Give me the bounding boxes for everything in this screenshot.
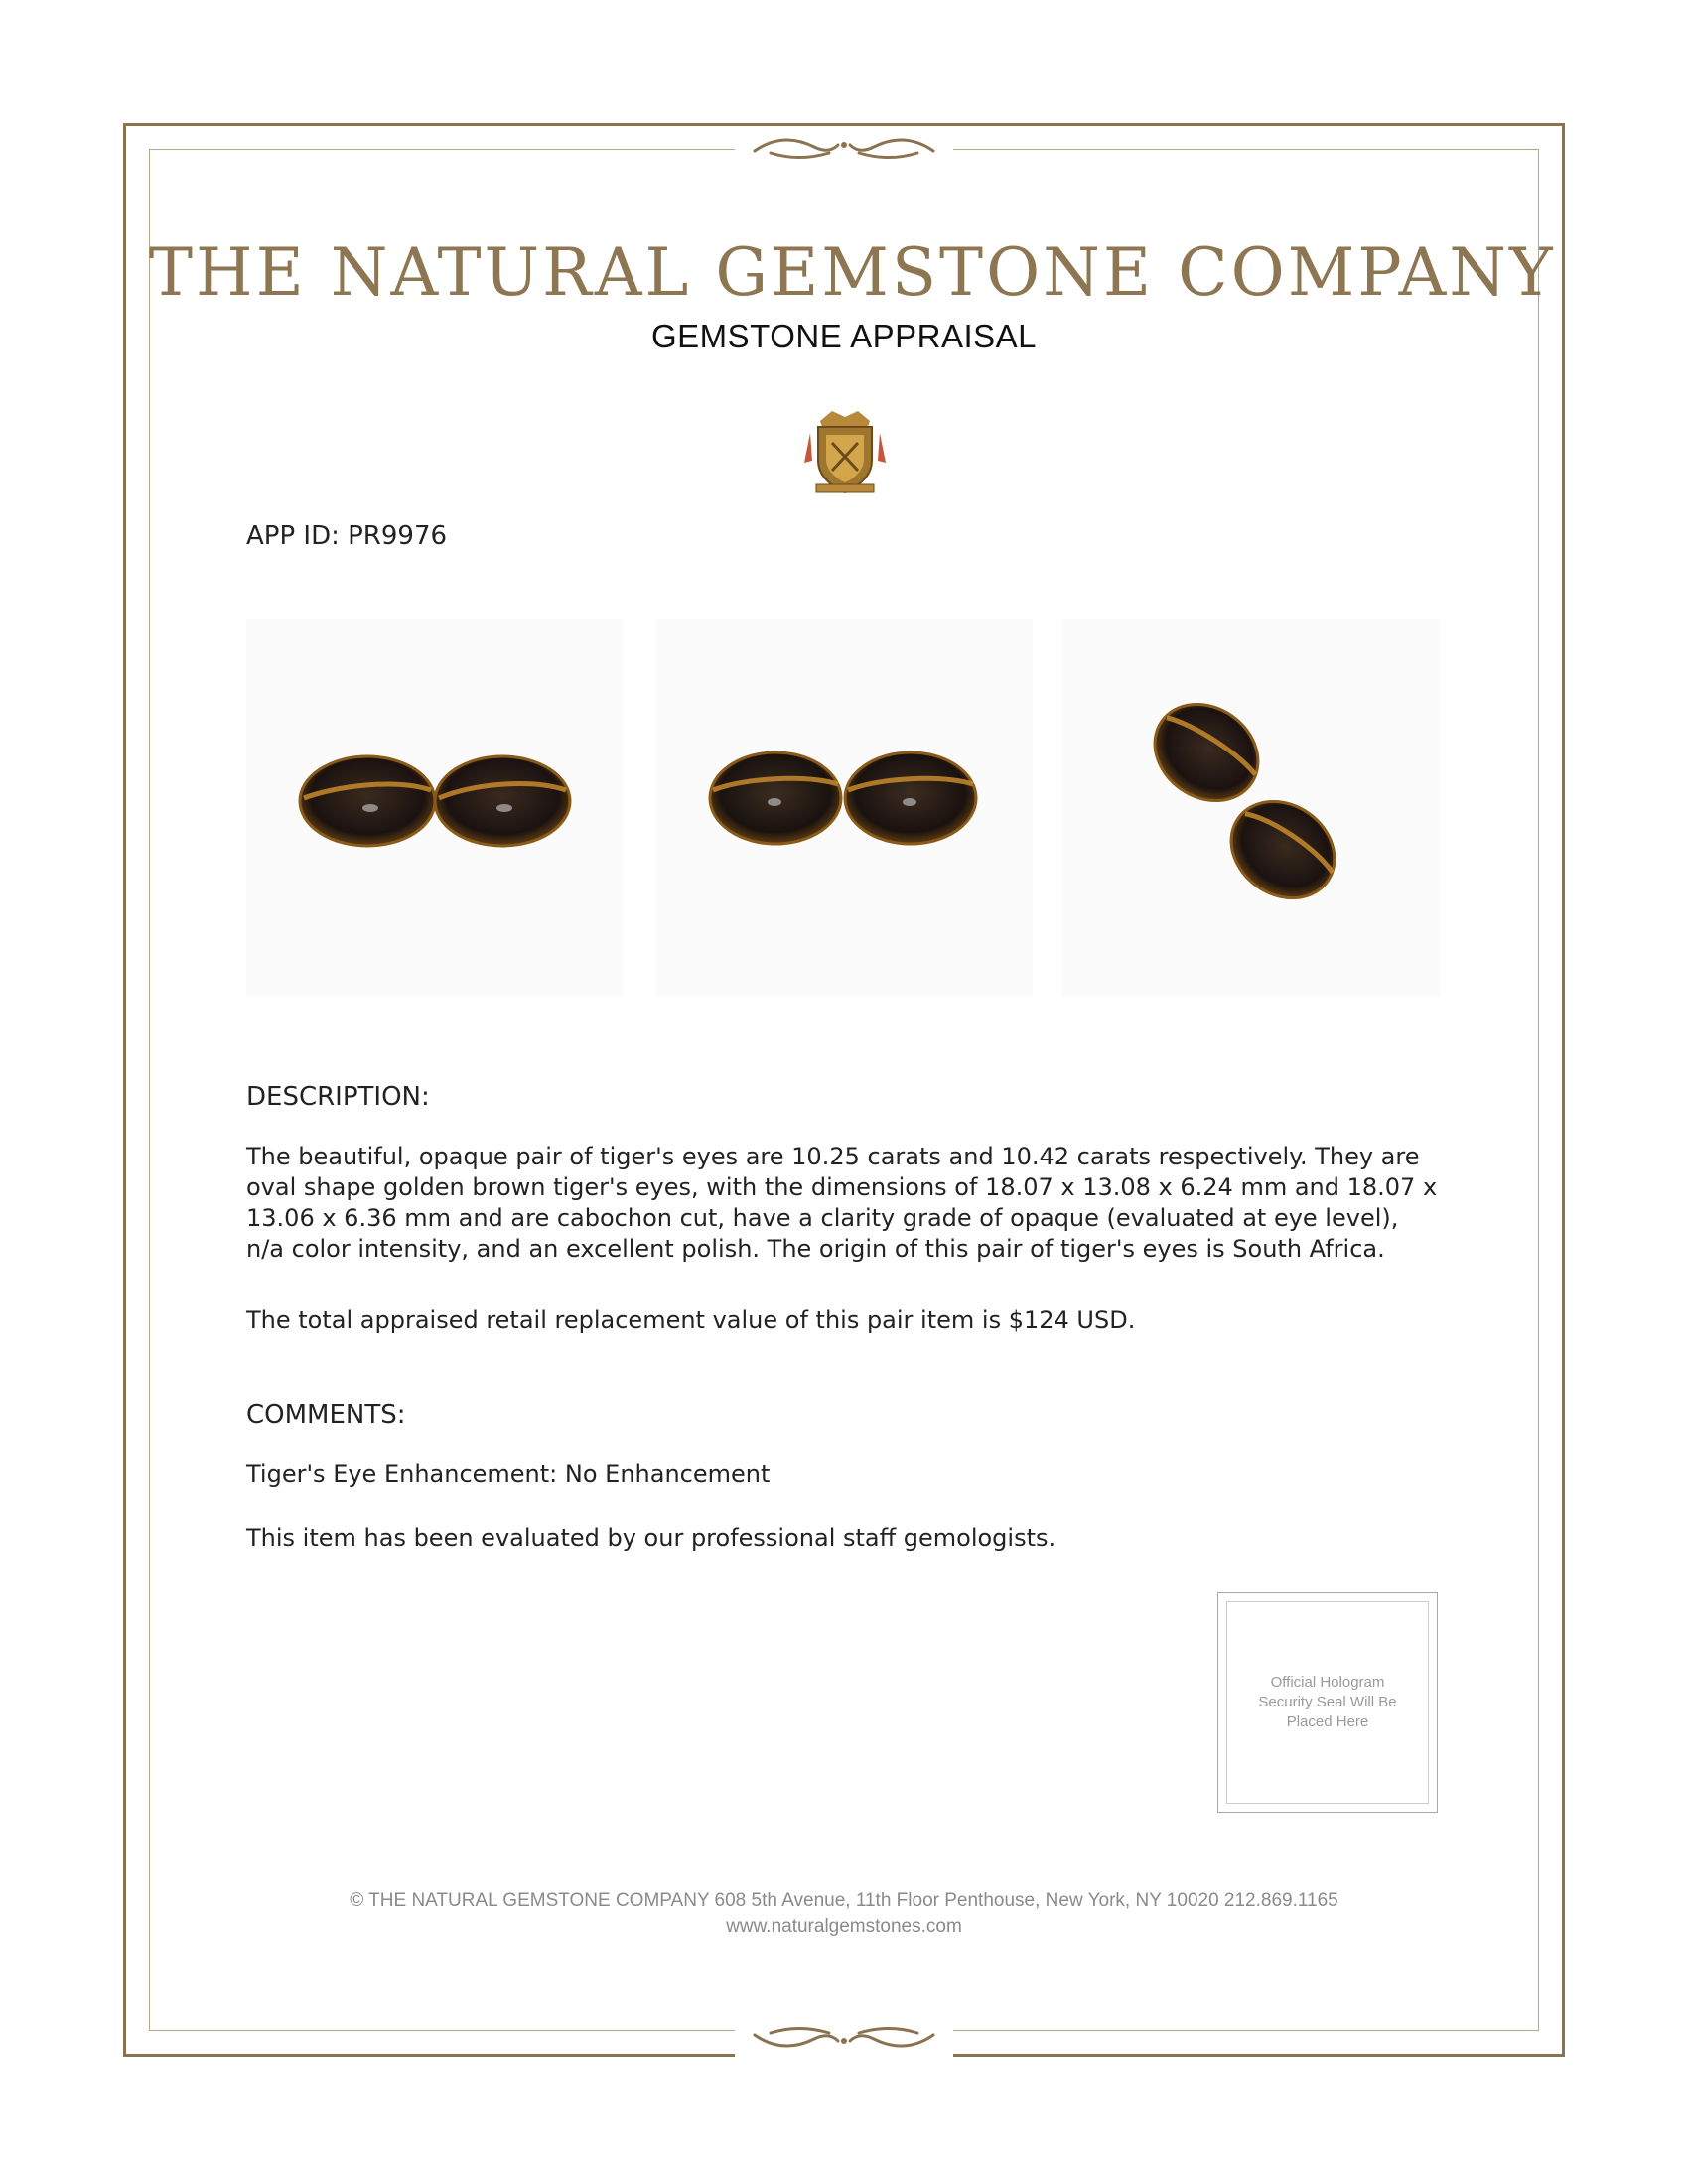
gemstone-pair-photo-front-icon xyxy=(246,619,624,997)
hologram-seal-placeholder xyxy=(1217,1592,1438,1813)
appraisal-id: APP ID: PR9976 xyxy=(246,521,448,551)
document-type-title: GEMSTONE APPRAISAL xyxy=(650,318,1038,354)
gemstone-pair-photo-diagonal-icon xyxy=(1062,619,1440,997)
company-crest-icon xyxy=(802,403,888,498)
evaluation-text: This item has been evaluated by our professional staff gemologists. xyxy=(246,1524,1056,1552)
gemstone-photo-1 xyxy=(246,619,624,997)
footer-website: www.naturalgemstones.com xyxy=(726,1916,962,1937)
gemstone-photo-2 xyxy=(655,619,1033,997)
seal-inner-border xyxy=(1226,1601,1429,1804)
seal-text: Official Hologram Security Seal Will Be Placed Here xyxy=(1258,1674,1397,1730)
footer-address: © THE NATURAL GEMSTONE COMPANY 608 5th Avenue, 11th Floor Penthouse, New York, NY 10020 212.869.1165 xyxy=(350,1890,1338,1911)
description-text: The beautiful, opaque pair of tiger's eyes are 10.25 carats and 10.42 carats respectively. They are oval shape golden brown tiger's eyes, with the dimensions of 18.07 x 13.08 x 6.24 mm and 18.07 x 13.06 x 6.36 mm and are cabochon cut, have a clarity grade of opaque (evaluated at eye level), n/a color intensity, and an excellent polish. The origin of this pair of tiger's eyes is South Africa. xyxy=(246,1143,1438,1263)
bottom-flourish-ornament-icon xyxy=(735,2017,953,2057)
gemstone-pair-photo-angle-icon xyxy=(655,619,1033,997)
description-label: DESCRIPTION: xyxy=(246,1082,430,1112)
top-flourish-ornament-icon xyxy=(735,129,953,169)
enhancement-text: Tiger's Eye Enhancement: No Enhancement xyxy=(246,1460,771,1488)
appraised-value-text: The total appraised retail replacement value of this pair item is $124 USD. xyxy=(246,1306,1136,1334)
company-name: THE NATURAL GEMSTONE COMPANY xyxy=(149,234,1556,311)
comments-label: COMMENTS: xyxy=(246,1400,406,1430)
gemstone-photo-3 xyxy=(1062,619,1440,997)
